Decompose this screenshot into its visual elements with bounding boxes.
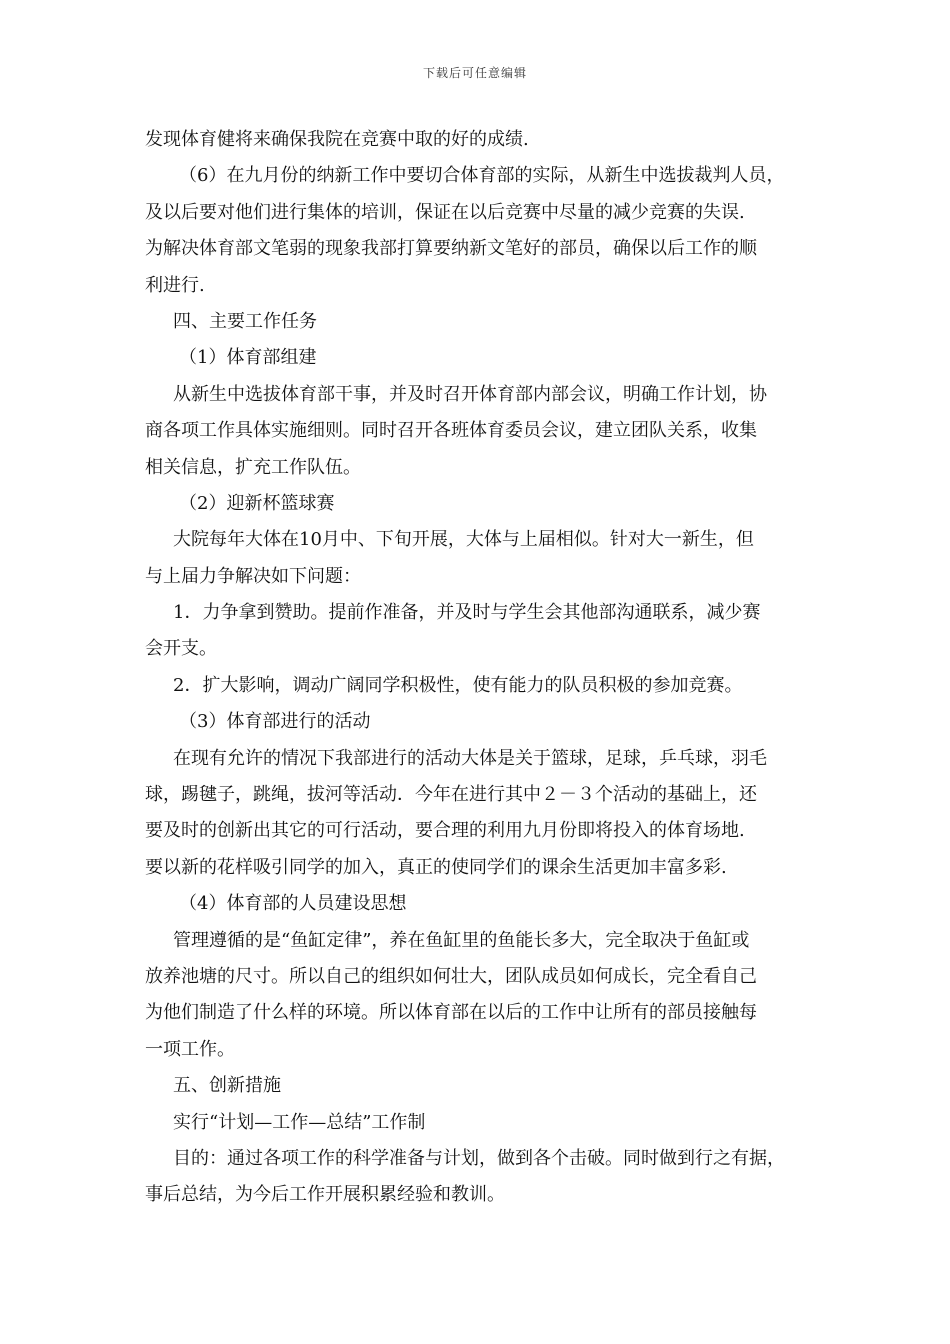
text-line: 与上届力争解决如下问题： [145,565,361,587]
text-line: 管理遵循的是“鱼缸定律”，养在鱼缸里的鱼能长多大，完全取决于鱼缸或 [173,929,750,951]
text-line: 在现有允许的情况下我部进行的活动大体是关于篮球，足球，乒乓球，羽毛 [173,747,767,769]
text-line: 2．扩大影响，调动广阔同学积极性，使有能力的队员积极的参加竞赛。 [173,674,743,696]
text-line: 为他们制造了什么样的环境。所以体育部在以后的工作中让所有的部员接触每 [145,1002,757,1024]
text-line: 一项工作。 [145,1038,235,1060]
text-line: 事后总结，为今后工作开展积累经验和教训。 [145,1184,505,1206]
text-line: 四、主要工作任务 [173,310,317,332]
text-line: 1．力争拿到赞助。提前作准备，并及时与学生会其他部沟通联系，减少赛 [173,602,761,624]
text-line: 商各项工作具体实施细则。同时召开各班体育委员会议，建立团队关系，收集 [145,420,757,442]
text-line: 放养池塘的尺寸。所以自己的组织如何壮大，团队成员如何成长，完全看自己 [145,965,757,987]
text-line: 从新生中选拔体育部干事，并及时召开体育部内部会议，明确工作计划，协 [173,383,767,405]
text-line: （2）迎新杯篮球赛 [179,492,335,514]
text-line: 大院每年大体在10月中、下旬开展，大体与上届相似。针对大一新生，但 [173,529,754,551]
text-line: 要以新的花样吸引同学的加入，真正的使同学们的课余生活更加丰富多彩. [145,856,727,878]
text-line: （6）在九月份的纳新工作中要切合体育部的实际，从新生中选拔裁判人员， [179,165,785,187]
text-line: 为解决体育部文笔弱的现象我部打算要纳新文笔好的部员，确保以后工作的顺 [145,238,757,260]
text-line: 五、创新措施 [173,1075,281,1097]
text-line: （3）体育部进行的活动 [179,711,371,733]
text-line: 相关信息，扩充工作队伍。 [145,456,361,478]
text-line: （1）体育部组建 [179,347,317,369]
text-line: 目的：通过各项工作的科学准备与计划，做到各个击破。同时做到行之有据， [173,1147,785,1169]
text-line: 会开支。 [145,638,217,660]
text-line: 发现体育健将来确保我院在竞赛中取的好的成绩. [145,129,529,150]
text-line: 要及时的创新出其它的可行活动，要合理的利用九月份即将投入的体育场地. [145,820,745,842]
text-line: 球，踢毽子，跳绳，拔河等活动．今年在进行其中２－３个活动的基础上，还 [145,784,757,806]
text-line: （4）体育部的人员建设思想 [179,893,407,915]
page-header: 下载后可任意编辑 [422,66,527,80]
text-line: 利进行. [145,274,205,296]
document-body [145,122,815,1214]
text-line: 实行“计划—工作—总结”工作制 [173,1111,426,1133]
text-line: 及以后要对他们进行集体的培训，保证在以后竞赛中尽量的减少竞赛的失误. [145,201,745,223]
